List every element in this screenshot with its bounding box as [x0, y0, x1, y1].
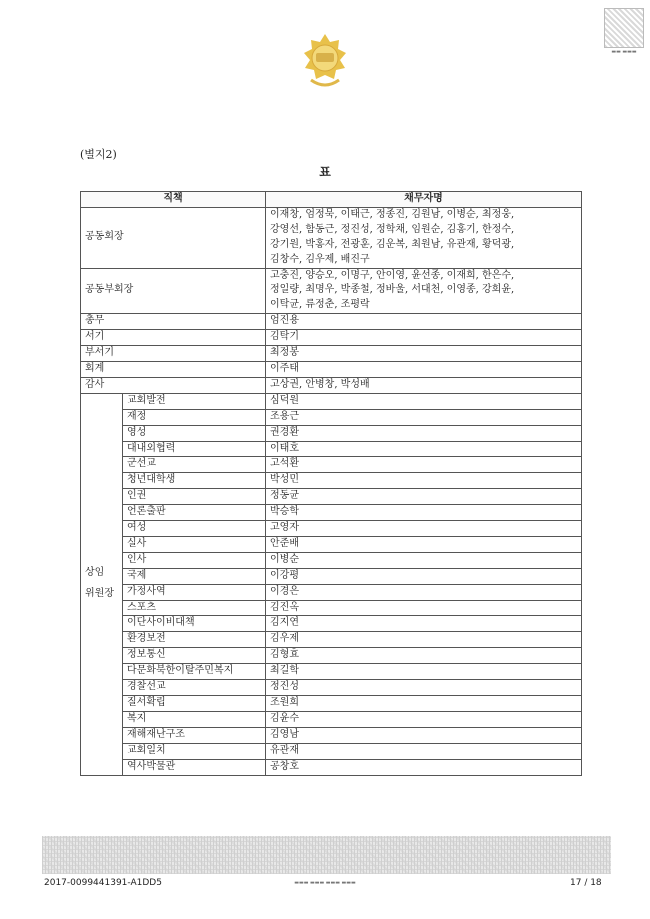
- qr-caption-graphic: ▬▬ ▬▬▬: [611, 49, 637, 55]
- qr-code-icon: [604, 8, 644, 48]
- footer-note-graphic: ▬▬▬ ▬▬▬ ▬▬▬ ▬▬▬: [294, 880, 356, 886]
- names-cell: [266, 346, 582, 362]
- committee-row: [81, 616, 582, 632]
- committee-row: [81, 457, 582, 473]
- document-title: 표: [319, 165, 331, 179]
- committee-dept-cell: 언론출판: [123, 505, 266, 521]
- committee-name-cell: 박승학: [266, 505, 582, 521]
- names-cell: [266, 314, 582, 330]
- header-position: 직책: [81, 192, 266, 208]
- committee-name-cell: 안준배: [266, 536, 582, 552]
- committee-name-cell: 김진옥: [266, 600, 582, 616]
- names-cell: [266, 268, 582, 314]
- committee-name-cell: 이경은: [266, 584, 582, 600]
- committee-row: [81, 473, 582, 489]
- committee-dept-cell: 인사: [123, 552, 266, 568]
- committee-dept-cell: 인권: [123, 489, 266, 505]
- footer-security-pattern: [42, 836, 611, 874]
- position-cell: 서기: [81, 330, 266, 346]
- committee-name-cell: 박성민: [266, 473, 582, 489]
- committee-dept-cell: 가정사역: [123, 584, 266, 600]
- table-row: [81, 377, 582, 393]
- committee-name-cell: 조용근: [266, 409, 582, 425]
- position-cell: 공동회장: [81, 207, 266, 268]
- committee-name-cell: 정진성: [266, 680, 582, 696]
- committee-name-cell: 권경환: [266, 425, 582, 441]
- committee-row: [81, 568, 582, 584]
- committee-name-cell: 김형효: [266, 648, 582, 664]
- names-line: 김탁기: [270, 331, 299, 343]
- committee-dept-cell: 군선교: [123, 457, 266, 473]
- names-line: 최정봉: [270, 347, 299, 359]
- committee-dept-cell: 역사박물관: [123, 759, 266, 775]
- table-row: [81, 268, 582, 314]
- committee-row: [81, 393, 582, 409]
- committee-dept-cell: 대내외협력: [123, 441, 266, 457]
- committee-row: [81, 632, 582, 648]
- committee-dept-cell: 스포츠: [123, 600, 266, 616]
- committee-name-cell: 정동균: [266, 489, 582, 505]
- committee-dept-cell: 재해재난구조: [123, 727, 266, 743]
- committee-group-cell: [81, 393, 123, 775]
- committee-dept-cell: 국제: [123, 568, 266, 584]
- committee-name-cell: 유관재: [266, 743, 582, 759]
- table-header-row: [81, 192, 582, 208]
- committee-dept-cell: 경찰선교: [123, 680, 266, 696]
- committee-name-cell: 이병순: [266, 552, 582, 568]
- names-line: 김창수, 김우제, 배진구: [270, 253, 370, 265]
- committee-group-label: 상임: [85, 567, 105, 579]
- table-row: [81, 314, 582, 330]
- position-table: [80, 191, 582, 776]
- names-line: 엄진용: [270, 315, 299, 327]
- court-seal-icon: [301, 32, 349, 92]
- committee-dept-cell: 교회발전: [123, 393, 266, 409]
- committee-dept-cell: 여성: [123, 521, 266, 537]
- committee-row: [81, 521, 582, 537]
- names-line: 고상권, 안병창, 박성배: [270, 378, 370, 390]
- committee-name-cell: 김윤수: [266, 711, 582, 727]
- committee-name-cell: 이태호: [266, 441, 582, 457]
- names-line: 이탁균, 류정춘, 조평락: [270, 299, 370, 311]
- names-line: 이주태: [270, 362, 299, 374]
- names-line: 정일량, 최명우, 박종철, 정바울, 서대천, 이영종, 강희윤,: [270, 284, 515, 296]
- committee-row: [81, 425, 582, 441]
- table-row: [81, 330, 582, 346]
- committee-name-cell: 고석환: [266, 457, 582, 473]
- committee-dept-cell: 정보통신: [123, 648, 266, 664]
- committee-row: [81, 409, 582, 425]
- position-cell: 총무: [81, 314, 266, 330]
- committee-row: [81, 664, 582, 680]
- committee-row: [81, 727, 582, 743]
- names-line: 고충진, 양승오, 이명구, 안이영, 윤선종, 이재희, 한은수,: [270, 269, 515, 281]
- committee-dept-cell: 재정: [123, 409, 266, 425]
- position-cell: 회계: [81, 361, 266, 377]
- committee-name-cell: 공창호: [266, 759, 582, 775]
- names-line: 이재창, 엄정묵, 이태근, 정종진, 김원남, 이병순, 최정웅,: [270, 208, 515, 220]
- committee-dept-cell: 청년대학생: [123, 473, 266, 489]
- committee-row: [81, 696, 582, 712]
- committee-dept-cell: 영성: [123, 425, 266, 441]
- committee-dept-cell: 다문화북한이탈주민복지: [123, 664, 266, 680]
- committee-name-cell: 고영자: [266, 521, 582, 537]
- committee-dept-cell: 이단사이비대책: [123, 616, 266, 632]
- committee-row: [81, 489, 582, 505]
- page-number: 17 / 18: [570, 878, 602, 888]
- committee-row: [81, 600, 582, 616]
- committee-dept-cell: 실사: [123, 536, 266, 552]
- committee-name-cell: 심덕원: [266, 393, 582, 409]
- committee-name-cell: 조원희: [266, 696, 582, 712]
- committee-row: [81, 711, 582, 727]
- committee-name-cell: 김영남: [266, 727, 582, 743]
- committee-name-cell: 김지연: [266, 616, 582, 632]
- committee-name-cell: 최길학: [266, 664, 582, 680]
- committee-dept-cell: 교회일치: [123, 743, 266, 759]
- table-row: [81, 361, 582, 377]
- names-cell: [266, 207, 582, 268]
- committee-row: [81, 441, 582, 457]
- attachment-label: (별지2): [80, 148, 117, 161]
- names-line: 강기원, 박홍자, 전광훈, 김운복, 최원남, 유관재, 황덕광,: [270, 238, 515, 250]
- committee-row: [81, 743, 582, 759]
- committee-name-cell: 김우제: [266, 632, 582, 648]
- table-row: [81, 207, 582, 268]
- names-line: 강영선, 함동근, 정진성, 정학채, 임원순, 김홍기, 한정수,: [270, 223, 515, 235]
- committee-row: [81, 648, 582, 664]
- committee-group-label: 위원장: [85, 588, 114, 600]
- names-cell: [266, 330, 582, 346]
- names-cell: [266, 377, 582, 393]
- committee-dept-cell: 질서확립: [123, 696, 266, 712]
- committee-row: [81, 536, 582, 552]
- header-names: 채무자명: [266, 192, 582, 208]
- committee-dept-cell: 환경보전: [123, 632, 266, 648]
- committee-row: [81, 584, 582, 600]
- position-cell: 감사: [81, 377, 266, 393]
- position-cell: 부서기: [81, 346, 266, 362]
- committee-dept-cell: 복지: [123, 711, 266, 727]
- committee-name-cell: 이강평: [266, 568, 582, 584]
- committee-row: [81, 680, 582, 696]
- committee-row: [81, 759, 582, 775]
- committee-row: [81, 552, 582, 568]
- table-row: [81, 346, 582, 362]
- position-cell: 공동부회장: [81, 268, 266, 314]
- document-number: 2017-0099441391-A1DD5: [44, 878, 162, 888]
- names-cell: [266, 361, 582, 377]
- committee-row: [81, 505, 582, 521]
